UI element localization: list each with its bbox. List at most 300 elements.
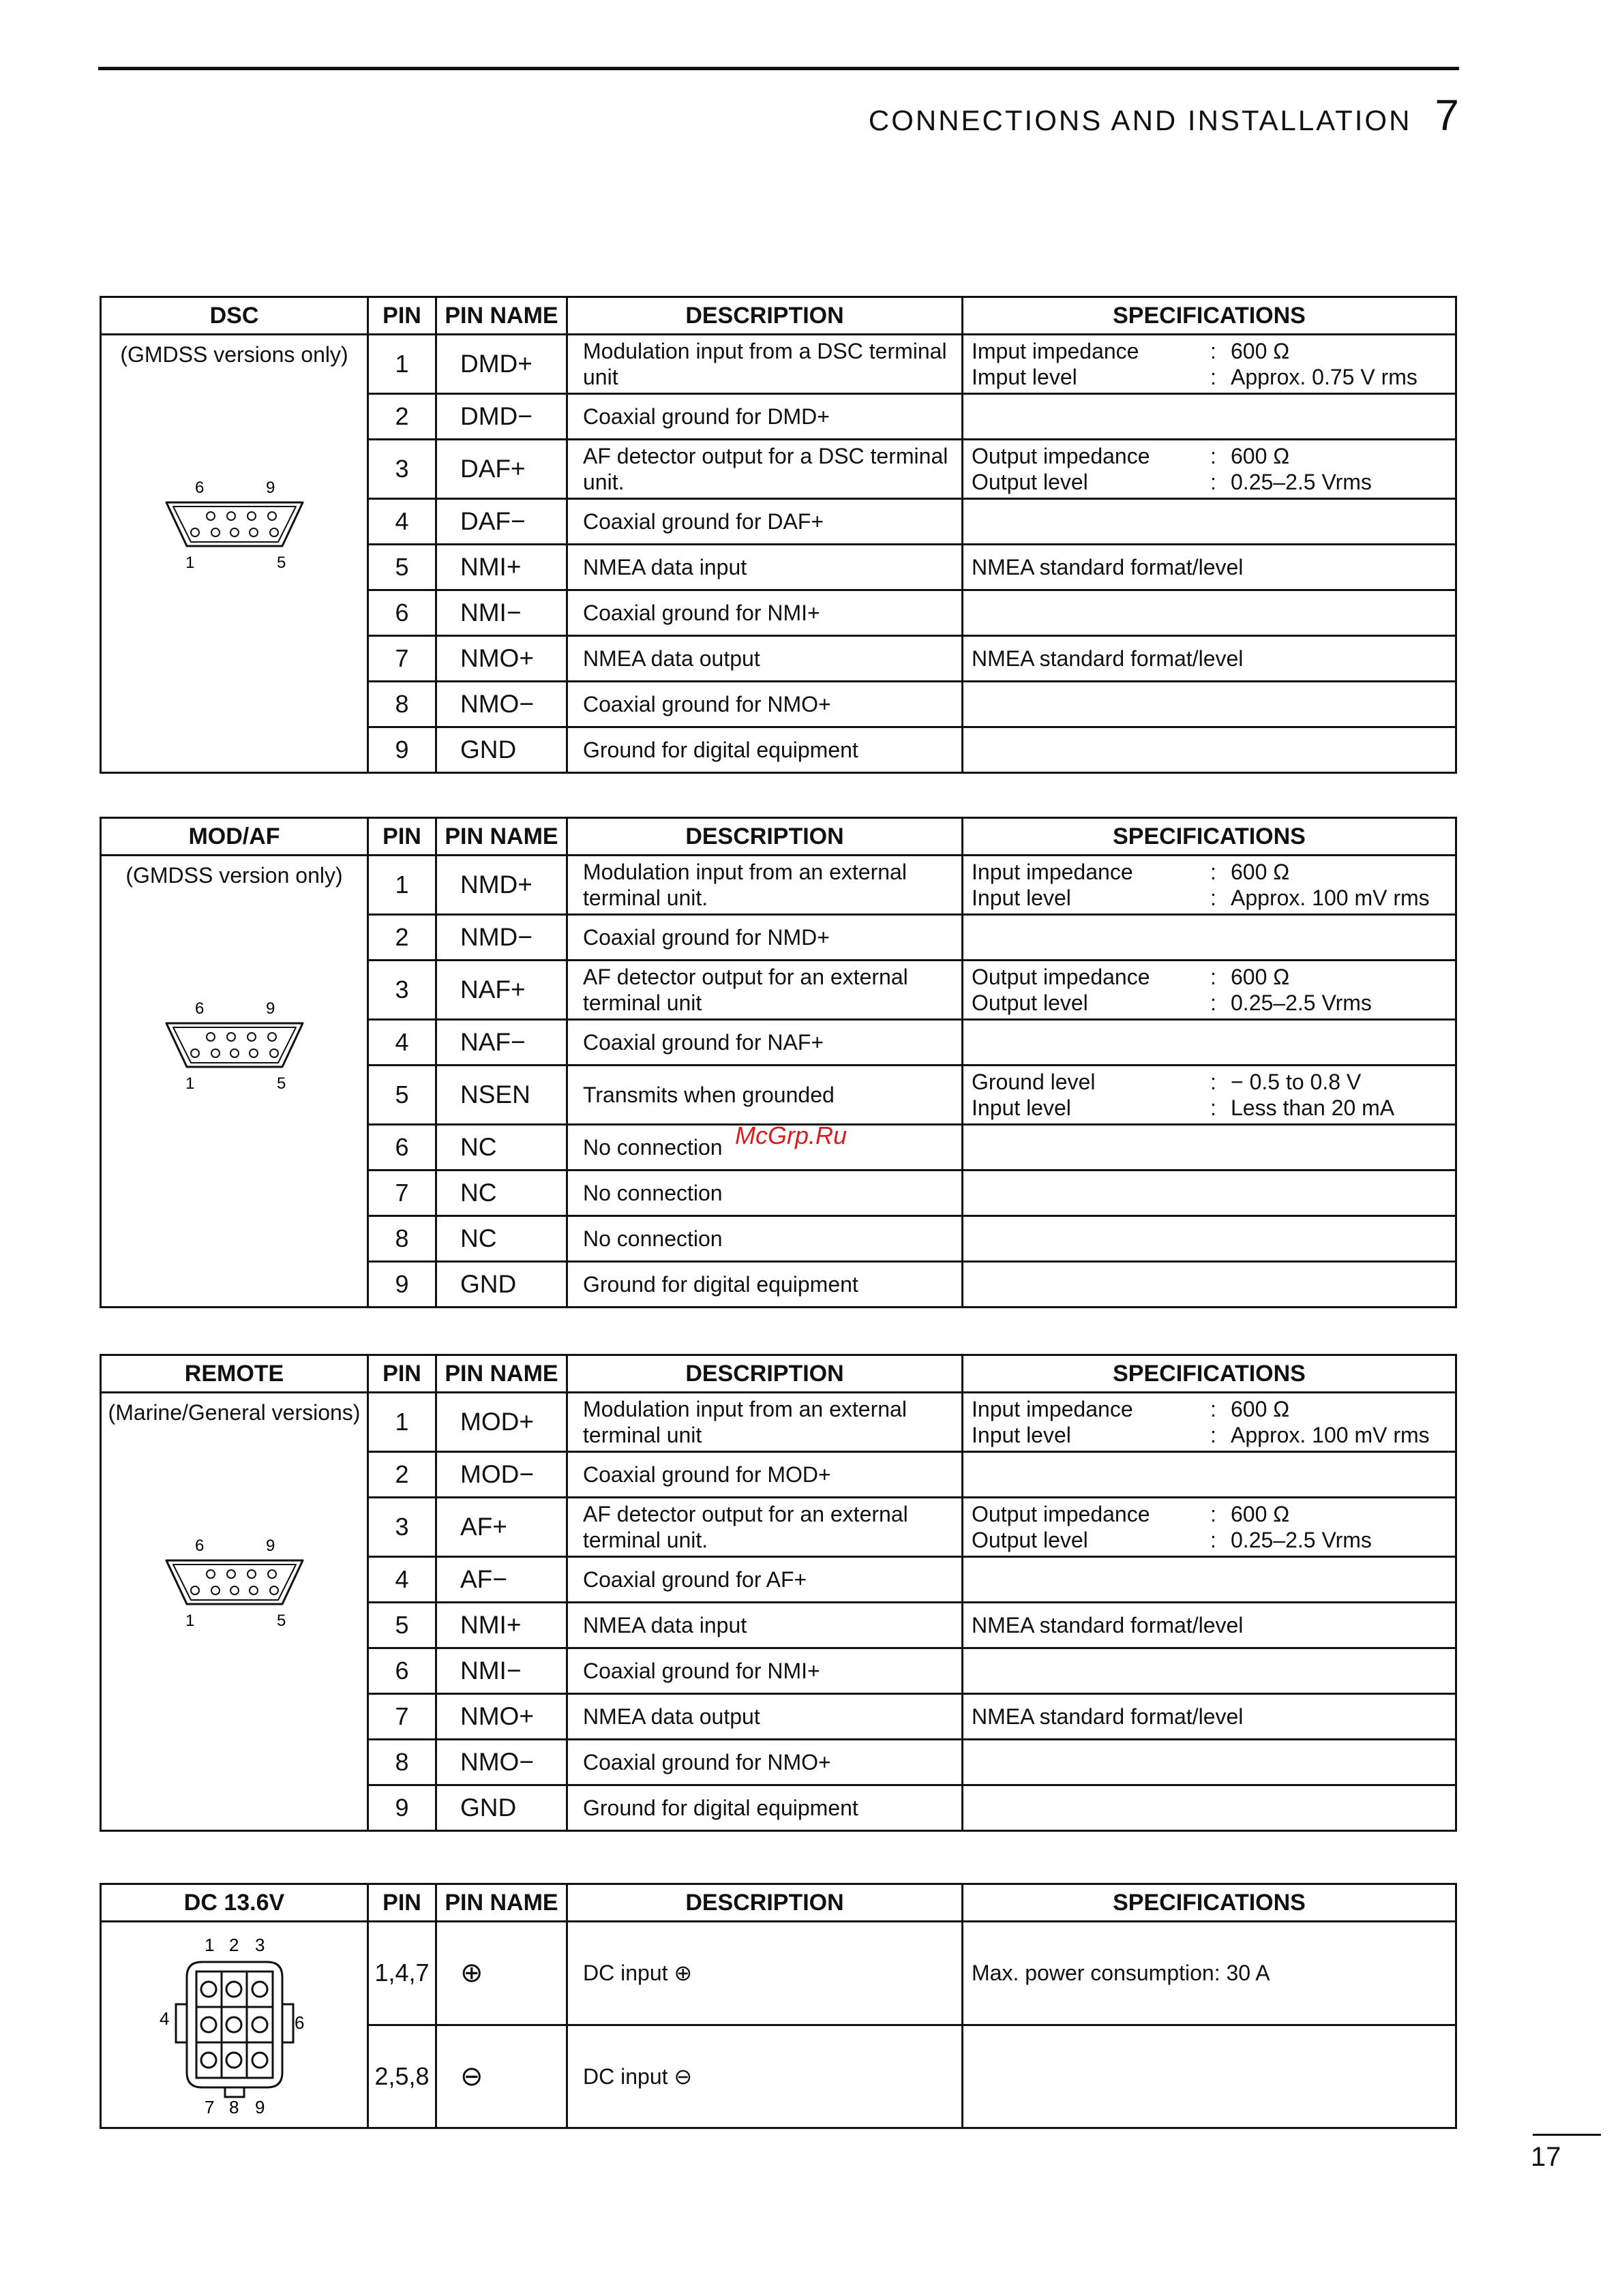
specifications-cell: [963, 1125, 1456, 1170]
db9-pin: [207, 512, 215, 520]
description-cell: [567, 915, 963, 961]
section-title: CONNECTIONS AND INSTALLATION: [868, 104, 1412, 136]
pin-name-cell: AF+: [436, 1498, 567, 1557]
db9-pin: [230, 528, 239, 537]
page-number: 17: [1531, 2142, 1561, 2172]
description-line: AF detector output for an external: [583, 1502, 908, 1526]
pin-cell: 5: [368, 1066, 436, 1125]
dc-latch-left: [176, 2004, 187, 2042]
spec-separator: :: [1210, 991, 1216, 1015]
db9-pin: [211, 528, 220, 537]
spec-key: Output level: [972, 1528, 1088, 1552]
spec-key: Output level: [972, 470, 1088, 494]
spec-key: Input impedance: [972, 860, 1133, 884]
dc-label-2: 2: [228, 1935, 239, 1955]
db9-pin: [270, 1586, 278, 1595]
db9-pin: [211, 1586, 220, 1595]
dsc-pinout-table: [100, 296, 1457, 774]
spec-separator: :: [1210, 886, 1216, 910]
specifications-cell: [963, 1648, 1456, 1694]
description-cell: [567, 1262, 963, 1308]
dc-label-7: 7: [204, 2097, 214, 2117]
db9-outer-shell: [166, 1023, 303, 1067]
specifications-header: SPECIFICATIONS: [963, 1884, 1456, 1922]
description-header: DESCRIPTION: [567, 1884, 963, 1922]
specifications-cell: [963, 1020, 1456, 1066]
pin-name-cell: NMI+: [436, 1603, 567, 1648]
specifications-cell: [963, 1557, 1456, 1603]
remote-pinout-table: [100, 1354, 1457, 1832]
description-line: terminal unit.: [583, 1528, 708, 1552]
pin-name-cell: NC: [436, 1125, 567, 1170]
pin-name-header: PIN NAME: [436, 818, 567, 856]
pin-cell: 1: [368, 1393, 436, 1452]
description-header: DESCRIPTION: [567, 818, 963, 856]
specifications-header: SPECIFICATIONS: [963, 1355, 1456, 1393]
spec-value: 0.25–2.5 Vrms: [1231, 1528, 1372, 1552]
spec-separator: :: [1210, 365, 1216, 389]
pin-cell: 2: [368, 394, 436, 440]
description-header: DESCRIPTION: [567, 297, 963, 335]
description-cell: [567, 1498, 963, 1557]
pin-name-cell: NMO−: [436, 1740, 567, 1785]
spec-line: [972, 859, 1455, 885]
pin-cell: 9: [368, 1262, 436, 1308]
specifications-cell: [963, 1262, 1456, 1308]
pin-cell: 6: [368, 1648, 436, 1694]
description-line: terminal unit.: [583, 886, 708, 910]
pin-name-cell: NAF−: [436, 1020, 567, 1066]
description-line: terminal unit: [583, 991, 702, 1015]
spec-key: Imput level: [972, 365, 1077, 389]
pin-cell: 3: [368, 440, 436, 499]
pin-name-cell: DAF+: [436, 440, 567, 499]
description-cell: [567, 394, 963, 440]
dc-label-4: 4: [159, 2008, 169, 2029]
db9-pin: [250, 1586, 258, 1595]
spec-separator: :: [1210, 339, 1216, 363]
description-cell: [567, 590, 963, 636]
spec-value: Approx. 100 mV rms: [1231, 1423, 1430, 1447]
pin-name-cell: GND: [436, 1785, 567, 1831]
pin-cell: 8: [368, 1740, 436, 1785]
description-cell: [567, 1648, 963, 1694]
spec-key: Output impedance: [972, 965, 1150, 989]
pin-cell: 9: [368, 1785, 436, 1831]
description-line: unit: [583, 365, 618, 389]
spec-value: Less than 20 mA: [1231, 1096, 1395, 1120]
db9-pin: [247, 1033, 256, 1041]
pin-label-5: 5: [276, 1612, 286, 1630]
description-cell: [567, 961, 963, 1020]
pin-name-cell: NMO+: [436, 1694, 567, 1740]
spec-line: NMEA standard format/level: [972, 1704, 1244, 1729]
description-line: Transmits when grounded: [583, 1083, 835, 1107]
description-cell: [567, 856, 963, 915]
dc-label-9: 9: [254, 2097, 265, 2117]
pin-name-cell: NMI−: [436, 1648, 567, 1694]
pin-cell: 9: [368, 727, 436, 773]
specifications-cell: [963, 440, 1456, 499]
pin-header: PIN: [368, 297, 436, 335]
spec-line: [972, 885, 1455, 911]
spec-value: 0.25–2.5 Vrms: [1231, 991, 1372, 1015]
spec-separator: :: [1210, 1096, 1216, 1120]
header-rule: [98, 67, 1459, 70]
pin-name-cell: MOD+: [436, 1393, 567, 1452]
page-number-rule: [1533, 2134, 1601, 2136]
spec-line: NMEA standard format/level: [972, 646, 1244, 671]
spec-line: [972, 1069, 1455, 1095]
pin-cell: 2: [368, 915, 436, 961]
spec-line: [972, 1527, 1455, 1553]
db9-pin: [268, 512, 276, 520]
specifications-header: SPECIFICATIONS: [963, 297, 1456, 335]
pin-label-6: 6: [194, 479, 204, 497]
spec-line: [972, 990, 1455, 1016]
specifications-cell: [963, 1498, 1456, 1557]
db9-pin: [268, 1033, 276, 1041]
spec-line: [972, 338, 1455, 364]
pin-name-cell: ⊖: [436, 2025, 567, 2128]
connector-cell: [101, 1922, 368, 2128]
pin-label-5: 5: [276, 1074, 286, 1093]
description-line: No connection: [583, 1226, 723, 1251]
description-cell: [567, 1557, 963, 1603]
description-cell: DC input ⊕: [567, 1922, 963, 2025]
pin-label-6: 6: [194, 999, 204, 1018]
specifications-cell: Max. power consumption: 30 A: [963, 1922, 1456, 2025]
spec-line: [972, 1396, 1455, 1422]
dc-label-8: 8: [228, 2097, 239, 2117]
dc-connector-diagram: [146, 1929, 323, 2127]
pin-cell: 4: [368, 1020, 436, 1066]
pin-cell: 7: [368, 636, 436, 682]
description-cell: [567, 335, 963, 394]
specifications-cell: [963, 1066, 1456, 1125]
pin-label-9: 9: [265, 999, 275, 1018]
table-row: [101, 856, 1456, 915]
description-cell: [567, 499, 963, 545]
pin-name-cell: AF−: [436, 1557, 567, 1603]
pin-cell: 1: [368, 335, 436, 394]
description-cell: [567, 1603, 963, 1648]
pin-header: PIN: [368, 1355, 436, 1393]
spec-line: [972, 1501, 1455, 1527]
specifications-cell: [963, 590, 1456, 636]
spec-value: Approx. 0.75 V rms: [1231, 365, 1418, 389]
spec-line: [972, 443, 1455, 469]
pin-cell: 6: [368, 590, 436, 636]
pin-label-6: 6: [194, 1537, 204, 1555]
spec-value: 0.25–2.5 Vrms: [1231, 470, 1372, 494]
specifications-cell: [963, 961, 1456, 1020]
dc-label-1: 1: [204, 1935, 214, 1955]
pin-cell: 8: [368, 1216, 436, 1262]
specifications-cell: [963, 394, 1456, 440]
spec-separator: :: [1210, 1397, 1216, 1421]
pin-cell: 7: [368, 1170, 436, 1216]
db9-pin: [211, 1049, 220, 1057]
spec-line: NMEA standard format/level: [972, 1613, 1244, 1637]
specifications-cell: [963, 1170, 1456, 1216]
pin-name-cell: ⊕: [436, 1922, 567, 2025]
description-header: DESCRIPTION: [567, 1355, 963, 1393]
db9-pin: [230, 1586, 239, 1595]
connector-cell: [101, 335, 368, 773]
description-line: Modulation input from a DSC terminal: [583, 339, 947, 363]
spec-separator: :: [1210, 1528, 1216, 1552]
description-cell: [567, 1785, 963, 1831]
specifications-header: SPECIFICATIONS: [963, 818, 1456, 856]
specifications-cell: [963, 682, 1456, 727]
description-cell: DC input ⊖: [567, 2025, 963, 2128]
dc-label-3: 3: [254, 1935, 265, 1955]
pin-label-5: 5: [276, 554, 286, 572]
pin-cell: 1,4,7: [368, 1922, 436, 2025]
pin-cell: 5: [368, 545, 436, 590]
description-line: Ground for digital equipment: [583, 738, 858, 762]
description-cell: [567, 1740, 963, 1785]
db9-pin: [270, 1049, 278, 1057]
spec-value: − 0.5 to 0.8 V: [1231, 1070, 1362, 1094]
pin-name-cell: NMI+: [436, 545, 567, 590]
spec-value: 600 Ω: [1231, 444, 1290, 468]
spec-value: 600 Ω: [1231, 1397, 1290, 1421]
table-row: [101, 1922, 1456, 2025]
db9-pin: [247, 1570, 256, 1578]
connector-subtitle: (GMDSS version only): [125, 863, 343, 888]
pin-name-cell: NMO+: [436, 636, 567, 682]
description-line: Coaxial ground for AF+: [583, 1567, 807, 1592]
specifications-cell: [963, 1216, 1456, 1262]
connector-cell: [101, 1393, 368, 1831]
pin-label-9: 9: [265, 479, 275, 497]
description-line: Ground for digital equipment: [583, 1272, 858, 1297]
connector-cell: [101, 856, 368, 1308]
db9-pin: [250, 1049, 258, 1057]
description-cell: [567, 682, 963, 727]
db9-pin: [191, 528, 199, 537]
connector-header: DC 13.6V: [101, 1884, 368, 1922]
dc-key: [225, 2087, 244, 2097]
pin-header: PIN: [368, 818, 436, 856]
connector-subtitle: (GMDSS versions only): [120, 342, 348, 367]
table-row: [101, 335, 1456, 394]
pin-name-cell: NC: [436, 1170, 567, 1216]
description-line: Coaxial ground for MOD+: [583, 1462, 831, 1487]
dc-latch-right: [282, 2004, 293, 2042]
pin-cell: 4: [368, 499, 436, 545]
pin-name-cell: NMI−: [436, 590, 567, 636]
connector-header: REMOTE: [101, 1355, 368, 1393]
description-line: Coaxial ground for NMI+: [583, 1659, 820, 1683]
description-line: No connection: [583, 1181, 723, 1205]
spec-key: Input level: [972, 886, 1071, 910]
spec-separator: :: [1210, 1070, 1216, 1094]
spec-key: Imput impedance: [972, 339, 1139, 363]
description-cell: [567, 636, 963, 682]
spec-line: [972, 1095, 1455, 1121]
pin-cell: 2,5,8: [368, 2025, 436, 2128]
db9-pin: [230, 1049, 239, 1057]
spec-separator: :: [1210, 444, 1216, 468]
connector-header: DSC: [101, 297, 368, 335]
specifications-cell: [963, 1393, 1456, 1452]
dc-label-6: 6: [294, 2012, 304, 2033]
pin-label-1: 1: [185, 1074, 194, 1093]
description-line: Coaxial ground for NMO+: [583, 1750, 831, 1774]
description-line: AF detector output for an external: [583, 965, 908, 989]
specifications-cell: [963, 2025, 1456, 2128]
description-cell: [567, 1216, 963, 1262]
pin-name-cell: NAF+: [436, 961, 567, 1020]
description-line: Coaxial ground for DMD+: [583, 404, 830, 429]
db9-pin: [247, 512, 256, 520]
db9-pin: [227, 1033, 235, 1041]
pin-cell: 3: [368, 961, 436, 1020]
spec-key: Output level: [972, 991, 1088, 1015]
description-line: NMEA data output: [583, 1704, 760, 1729]
specifications-cell: [963, 1694, 1456, 1740]
pin-cell: 6: [368, 1125, 436, 1170]
pin-name-cell: DMD+: [436, 335, 567, 394]
connector-subtitle: (Marine/General versions): [108, 1400, 361, 1425]
pin-name-cell: GND: [436, 1262, 567, 1308]
spec-value: 600 Ω: [1231, 1502, 1290, 1526]
spec-key: Input level: [972, 1423, 1071, 1447]
pin-label-1: 1: [185, 1612, 194, 1630]
db9-connector-diagram: [146, 1535, 323, 1637]
specifications-cell: [963, 335, 1456, 394]
db9-outer-shell: [166, 502, 303, 546]
description-cell: [567, 545, 963, 590]
description-line: Coaxial ground for DAF+: [583, 509, 824, 534]
description-cell: [567, 440, 963, 499]
pin-name-cell: NMD+: [436, 856, 567, 915]
spec-key: Ground level: [972, 1070, 1096, 1094]
pin-name-cell: NC: [436, 1216, 567, 1262]
description-line: NMEA data input: [583, 555, 747, 579]
description-line: Ground for digital equipment: [583, 1796, 858, 1820]
pin-cell: 3: [368, 1498, 436, 1557]
pin-name-cell: NMD−: [436, 915, 567, 961]
db9-pin: [191, 1586, 199, 1595]
page-header: [869, 90, 1459, 140]
db9-pin: [191, 1049, 199, 1057]
db9-pin: [268, 1570, 276, 1578]
description-cell: [567, 1452, 963, 1498]
description-cell: [567, 1170, 963, 1216]
description-line: Coaxial ground for NAF+: [583, 1030, 824, 1055]
description-line: Modulation input from an external: [583, 1397, 907, 1421]
pin-cell: 1: [368, 856, 436, 915]
description-cell: [567, 727, 963, 773]
watermark: McGrp.Ru: [735, 1121, 847, 1149]
specifications-cell: [963, 856, 1456, 915]
spec-key: Output impedance: [972, 444, 1150, 468]
specifications-cell: [963, 1785, 1456, 1831]
description-line: Coaxial ground for NMO+: [583, 692, 831, 716]
pin-name-cell: NSEN: [436, 1066, 567, 1125]
spec-value: 600 Ω: [1231, 965, 1290, 989]
pin-cell: 4: [368, 1557, 436, 1603]
spec-separator: :: [1210, 1502, 1216, 1526]
spec-key: Output impedance: [972, 1502, 1150, 1526]
pin-cell: 2: [368, 1452, 436, 1498]
spec-separator: :: [1210, 1423, 1216, 1447]
pin-name-cell: MOD−: [436, 1452, 567, 1498]
table-row: [101, 1393, 1456, 1452]
pin-label-9: 9: [265, 1537, 275, 1555]
db9-pin: [250, 528, 258, 537]
pin-name-cell: GND: [436, 727, 567, 773]
pin-name-header: PIN NAME: [436, 1884, 567, 1922]
description-cell: [567, 1694, 963, 1740]
pin-name-header: PIN NAME: [436, 1355, 567, 1393]
description-line: AF detector output for a DSC terminal: [583, 444, 948, 468]
db9-pin: [227, 1570, 235, 1578]
spec-key: Input level: [972, 1096, 1071, 1120]
pin-cell: 7: [368, 1694, 436, 1740]
modaf-pinout-table: [100, 817, 1457, 1308]
db9-pin: [207, 1033, 215, 1041]
pin-cell: 5: [368, 1603, 436, 1648]
description-line: Coaxial ground for NMD+: [583, 925, 830, 950]
description-line: Modulation input from an external: [583, 860, 907, 884]
spec-key: Input impedance: [972, 1397, 1133, 1421]
specifications-cell: [963, 636, 1456, 682]
description-line: Coaxial ground for NMI+: [583, 601, 820, 625]
spec-line: [972, 469, 1455, 495]
chapter-number: 7: [1435, 91, 1459, 140]
db9-connector-diagram: [146, 997, 323, 1100]
specifications-cell: [963, 545, 1456, 590]
spec-separator: :: [1210, 470, 1216, 494]
connector-header: MOD/AF: [101, 818, 368, 856]
pin-label-1: 1: [185, 554, 194, 572]
specifications-cell: [963, 1603, 1456, 1648]
spec-value: 600 Ω: [1231, 339, 1290, 363]
db9-pin: [207, 1570, 215, 1578]
specifications-cell: [963, 727, 1456, 773]
specifications-cell: [963, 499, 1456, 545]
dc-pin-grid: [196, 1972, 273, 2078]
db9-pin: [227, 512, 235, 520]
spec-line: [972, 1422, 1455, 1448]
pin-name-cell: DMD−: [436, 394, 567, 440]
pin-cell: 8: [368, 682, 436, 727]
description-line: terminal unit: [583, 1423, 702, 1447]
pin-header: PIN: [368, 1884, 436, 1922]
spec-value: 600 Ω: [1231, 860, 1290, 884]
description-line: unit.: [583, 470, 625, 494]
description-line: NMEA data output: [583, 646, 760, 671]
description-line: NMEA data input: [583, 1613, 747, 1637]
db9-outer-shell: [166, 1560, 303, 1604]
description-line: No connection: [583, 1135, 723, 1160]
specifications-cell: [963, 1452, 1456, 1498]
specifications-cell: [963, 1740, 1456, 1785]
description-cell: [567, 1020, 963, 1066]
spec-line: [972, 364, 1455, 390]
spec-line: [972, 964, 1455, 990]
spec-value: Approx. 100 mV rms: [1231, 886, 1430, 910]
pin-name-cell: NMO−: [436, 682, 567, 727]
spec-separator: :: [1210, 965, 1216, 989]
description-cell: [567, 1066, 963, 1125]
db9-pin: [270, 528, 278, 537]
